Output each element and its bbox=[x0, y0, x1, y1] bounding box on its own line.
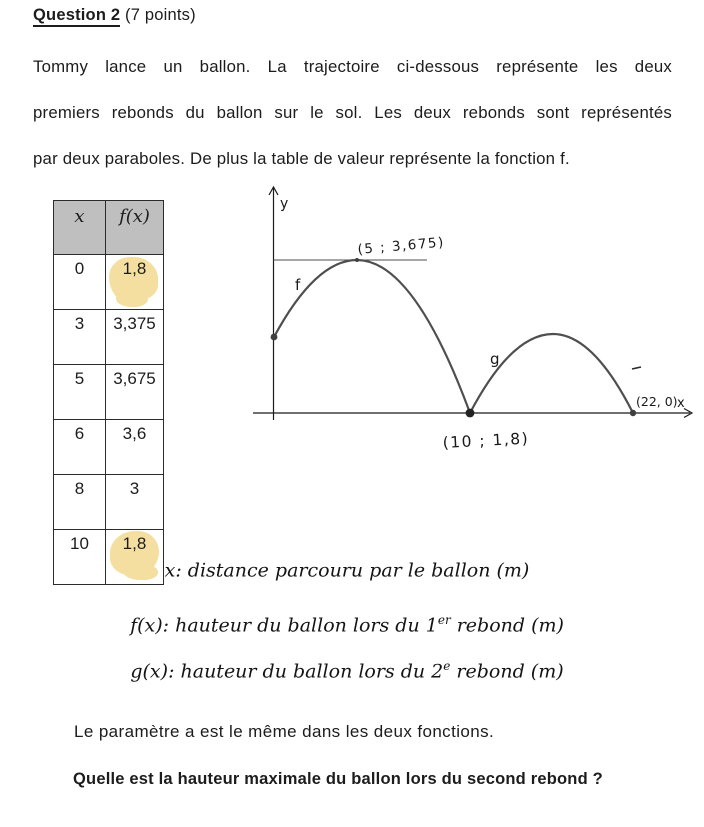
col-header-x: x bbox=[54, 201, 106, 255]
end-point-label: (22, 0) bbox=[636, 394, 678, 409]
x-value-cell: 8 bbox=[54, 475, 106, 530]
definition-g-tail: rebond (m) bbox=[450, 660, 564, 683]
trajectory-graph bbox=[240, 180, 704, 470]
y-axis-label: y bbox=[280, 196, 289, 212]
x-value-cell: 5 bbox=[54, 365, 106, 420]
definition-x-text: x: distance parcouru par le ballon (m) bbox=[164, 559, 530, 582]
question-points: (7 points) bbox=[120, 6, 196, 24]
definition-f-text: f(x): hauteur du ballon lors du 1 bbox=[130, 614, 438, 637]
definition-f-tail: rebond (m) bbox=[450, 614, 564, 637]
definition-x bbox=[0, 558, 694, 581]
x-value-cell: 0 bbox=[54, 255, 106, 310]
fx-value-cell: 3,6 bbox=[106, 420, 164, 475]
fx-value-cell: 3 bbox=[106, 475, 164, 530]
table-row bbox=[54, 365, 164, 420]
question-title-label: Question 2 bbox=[33, 6, 120, 27]
x-value-cell: 6 bbox=[54, 420, 106, 475]
fx-value-cell: 1,8 bbox=[106, 255, 164, 310]
x-value-cell: 10 bbox=[54, 530, 106, 585]
curve-f bbox=[274, 260, 470, 413]
col-header-fx: f(x) bbox=[106, 201, 164, 255]
statement-line-1: Tommy lance un ballon. La trajectoire ci-dessous représente les deux bbox=[33, 57, 672, 76]
handwritten-dash-mark bbox=[632, 367, 641, 369]
problem-statement bbox=[33, 44, 672, 182]
definition-g-sup: e bbox=[443, 659, 451, 673]
fx-value-cell: 3,675 bbox=[106, 365, 164, 420]
curve-g-label: g bbox=[490, 350, 500, 368]
curve-f-label: f bbox=[295, 276, 301, 294]
x-axis-label: x bbox=[677, 396, 685, 411]
fx-value-cell: 3,375 bbox=[106, 310, 164, 365]
question-title bbox=[33, 6, 196, 25]
handwritten-vertex-annotation: (5 ; 3,675) bbox=[356, 234, 446, 258]
fx-table-body bbox=[54, 255, 164, 585]
x-value-cell: 3 bbox=[54, 310, 106, 365]
start-point bbox=[271, 334, 278, 341]
table-row bbox=[54, 255, 164, 310]
vertex-point-f bbox=[355, 258, 359, 262]
table-row bbox=[54, 475, 164, 530]
question-prompt: Quelle est la hauteur maximale du ballon lors du second rebond ? bbox=[73, 770, 603, 788]
bounce-point bbox=[466, 409, 475, 418]
definition-g bbox=[0, 659, 694, 682]
definition-g-text: g(x): hauteur du ballon lors du 2 bbox=[130, 660, 444, 683]
statement-line-2: premiers rebonds du ballon sur le sol. Les deux rebonds sont représentés bbox=[33, 103, 672, 122]
parameter-note: Le paramètre a est le même dans les deux fonctions. bbox=[74, 722, 495, 741]
end-point bbox=[630, 410, 636, 416]
table-header-row bbox=[54, 201, 164, 255]
fx-value-table bbox=[53, 200, 164, 585]
fx-value-cell: 1,8 bbox=[106, 530, 164, 585]
table-row bbox=[54, 310, 164, 365]
table-row bbox=[54, 420, 164, 475]
handwritten-bounce-annotation: (10 ; 1,8) bbox=[442, 429, 530, 452]
curve-g bbox=[470, 334, 633, 413]
definition-f-sup: er bbox=[437, 613, 451, 627]
definition-f bbox=[0, 613, 694, 636]
statement-line-3: par deux paraboles. De plus la table de valeur représente la fonction f. bbox=[33, 149, 570, 168]
